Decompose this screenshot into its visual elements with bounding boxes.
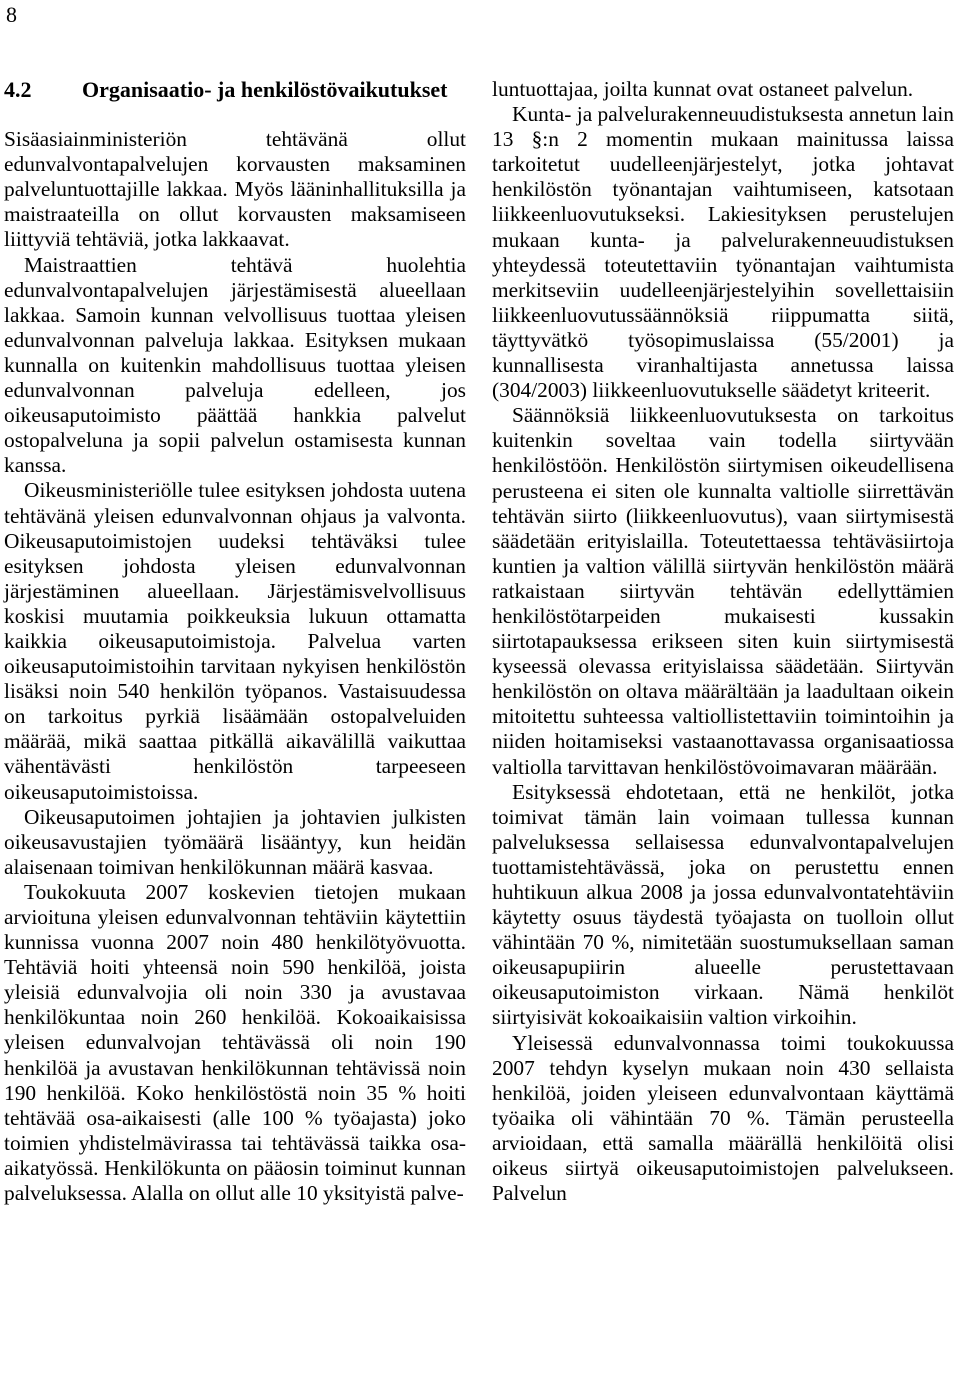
paragraph: Toukokuuta 2007 koskevien tietojen mukaan arvioituna yleisen edunvalvonnan tehtäviin käytettiin kunnissa vuonna 2007 noin 480 henkilötyövuotta. Tehtäviä hoiti yhteensä noin 590 henkilöä, joista yleisiä edunvalvojia oli noin 330 ja avustavaa henkilökuntaa noin 260 henkilöä. Kokoaikaisissa yleisen edunvalvojan tehtävässä oli noin 190 henkilöä ja avustavan henkilökunnan tehtävissä noin 190 henkilöä. Koko henkilöstöstä noin 35 % hoiti tehtävää osa-aikaisesti (alle 100 % työajasta) joko toimien yhdistelmävirassa tai tehtävässä taikka osa-aikatyössä. Henkilökunta on pääosin toiminut kunnan palveluksessa. Alalla on ollut alle 10 yksityistä palve- xyxy=(4,879,466,1206)
section-heading xyxy=(4,77,466,102)
paragraph: Yleisessä edunvalvonnassa toimi toukokuussa 2007 tehdyn kyselyn mukaan noin 430 sellaista henkilöä, joiden yleiseen edunvalvontaan käyttämä työaika oli vähintään 70 %. Tämän perusteella arvioidaan, että samalla määrällä henkilöitä olisi oikeus siirtyä oikeusaputoimistojen palvelukseen. Palvelun xyxy=(492,1030,954,1206)
section-number: 4.2 xyxy=(4,77,32,102)
paragraph: Oikeusaputoimen johtajien ja johtavien julkisten oikeusavustajien työmäärä lisääntyy, kun heidän alaisenaan toimivan henkilökunnan määrä kasvaa. xyxy=(4,804,466,879)
paragraph: luntuottajaa, joilta kunnat ovat ostaneet palvelun. xyxy=(492,77,914,101)
paragraph: Kunta- ja palvelurakenneuudistuksesta annetun lain 13 §:n 2 momentin mukaan mainitussa laissa tarkoitetut uudelleenjärjestelyt, jotka johtavat henkilöstön työnantajan vaihtumiseen, katsotaan liikkeenluovutukseksi. Lakiesityksen perustelujen mukaan kunta- ja palvelurakenneuudistuksen yhteydessä toteutettaviin työnantajan vaihtumista merkitseviin uudelleenjärjestelyihin sovellettaisiin liikkeenluovutussäännöksiä riippumatta siitä, täyttyvätkö työsopimuslaissa (55/2001) ja kunnallisesta viranhaltijasta annetussa laissa (304/2003) liikkeenluovutukselle säädetyt kriteerit. xyxy=(492,102,954,403)
right-column xyxy=(492,77,954,1206)
paragraph: Sisäasiainministeriön tehtävänä ollut edunvalvontapalvelujen korvausten maksaminen palveluntuottajille lakkaa. Myös lääninhallituksilla ja maistraateilla on ollut korvausten maksamiseen liittyviä tehtäviä, jotka lakkaavat. xyxy=(4,127,466,252)
section-title: Organisaatio- ja henkilöstövaikutukset xyxy=(82,77,448,102)
left-column xyxy=(4,77,466,1206)
paragraph: Säännöksiä liikkeenluovutuksesta on tarkoitus kuitenkin soveltaa vain todella siirtyvään henkilöstöön. Henkilöstön siirtymisen oikeudellisena perusteena ei siten ole kunnalta valtiolle siirrettävän tehtävän siirto (liikkeenluovutus), vaan siirtymisestä säädetään erityislailla. Toteutettaessa tehtäväsiirtoja kuntien ja valtion välillä siirtyvän henkilöstön määrä ratkaistaan siirtyvän tehtävän edellyttämien henkilöstötarpeiden mukaisesti kussakin siirtotapauksessa erikseen siten kuin siirtymisestä kyseessä olevassa erityislaissa säädetään. Siirtyvän henkilöstön on oltava määrältään ja laadultaan oikein mitoitettu suhteessa valtiollistettaviin toimintoihin ja niiden hoitamiseksi vastaanottavassa organisaatiossa valtiolla tarvittavan henkilöstövoimavaran määrään. xyxy=(492,403,954,779)
page-number: 8 xyxy=(6,2,17,27)
paragraph: Maistraattien tehtävä huolehtia edunvalvontapalvelujen järjestämisestä alueellaan lakkaa. Samoin kunnan velvollisuus tuottaa yleisen edunvalvonnan palveluja lakkaa. Esityksen mukaan kunnalla on kuitenkin mahdollisuus tuottaa yleisen edunvalvonnan palveluja edelleen, jos oikeusaputoimisto päättää hankkia palvelut ostopalveluna ja sopii palvelun ostamisesta kunnan kanssa. xyxy=(4,252,466,478)
paragraph: Esityksessä ehdotetaan, että ne henkilöt, jotka toimivat tämän lain voimaan tullessa kunnan palveluksessa sellaisessa edunvalvontapalvelujen tuottamistehtävässä, joka on perustettu ennen huhtikuun alkua 2008 ja jossa edunvalvontatehtäviin käytetty osuus täydestä työajasta on tuolloin ollut vähintään 70 %, nimitetään suostumuksellaan saman oikeusapupiirin alueelle perustettavaan oikeusaputoimiston virkaan. Nämä henkilöt siirtyisivät kokoaikaisiin valtion virkoihin. xyxy=(492,779,954,1030)
paragraph: Oikeusministeriölle tulee esityksen johdosta uutena tehtävänä yleisen edunvalvonnan ohjaus ja valvonta. Oikeusaputoimistojen uudeksi tehtäväksi tulee esityksen johdosta yleisen edunvalvonnan järjestäminen alueellaan. Järjestämisvelvollisuus koskisi muutamia poikkeuksia lukuun ottamatta kaikkia oikeusaputoimistoja. Palvelua varten oikeusaputoimistoihin tarvitaan nykyisen henkilöstön lisäksi noin 540 henkilön työpanos. Vastaisuudessa on tarkoitus pyrkiä lisäämään ostopalveluiden määrää, mikä saattaa pitkällä aikavälillä vaikuttaa vähentävästi henkilöstön tarpeeseen oikeusaputoimistoissa. xyxy=(4,478,466,804)
